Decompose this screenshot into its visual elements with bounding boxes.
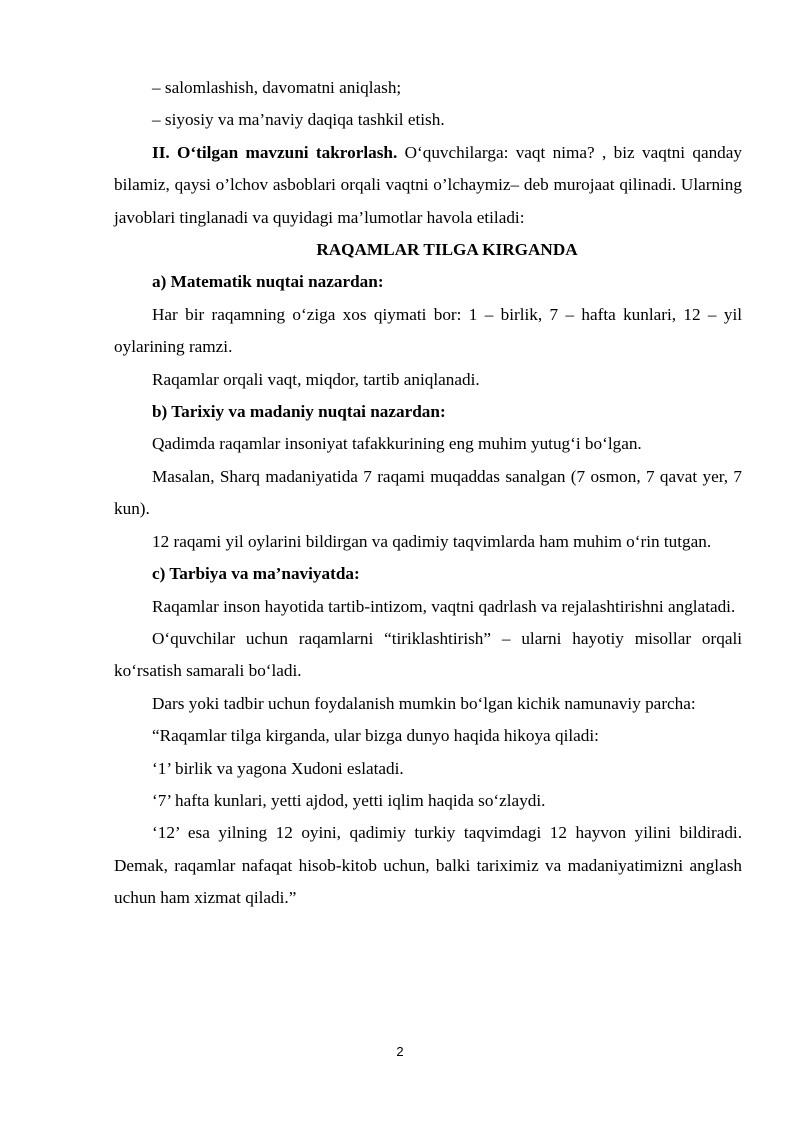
paragraph-c-2: O‘quvchilar uchun raqamlarni “tiriklashtirish” – ularni hayotiy misollar orqali ko‘rsatish samarali bo‘ladi. [114, 628, 742, 681]
centered-title: RAQAMLAR TILGA KIRGANDA [316, 240, 578, 260]
subheading-a: a) Matematik nuqtai nazardan: [152, 272, 384, 292]
paragraph-c-3: Dars yoki tadbir uchun foydalanish mumkin bo‘lgan kichik namunaviy parcha: [152, 693, 696, 713]
subheading-b: b) Tarixiy va madaniy nuqtai nazardan: [152, 402, 446, 422]
quote-line-4: ‘12’ esa yilning 12 oyini, qadimiy turkiy taqvimdagi 12 hayvon yilini bildiradi. Demak, raqamlar nafaqat hisob-kitob uchun, balki tariximiz va madaniyatimizni anglash uchun ham xizmat qiladi.” [114, 823, 742, 908]
paragraph-b-2: Masalan, Sharq madaniyatida 7 raqami muqaddas sanalgan (7 osmon, 7 qavat yer, 7 kun). [114, 466, 742, 519]
paragraph-c-1: Raqamlar inson hayotida tartib-intizom, vaqtni qadrlash va rejalashtirishni anglatadi. [152, 596, 736, 616]
section-heading: II. O‘tilgan mavzuni takrorlash. [152, 142, 398, 162]
paragraph-b-1: Qadimda raqamlar insoniyat tafakkurining eng muhim yutug‘i bo‘lgan. [152, 434, 642, 454]
section-review-paragraph [114, 137, 742, 234]
page-content [114, 72, 742, 915]
paragraph-a-2: Raqamlar orqali vaqt, miqdor, tartib aniqlanadi. [152, 369, 480, 389]
paragraph-b-3: 12 raqami yil oylarini bildirgan va qadimiy taqvimlarda ham muhim o‘rin tutgan. [152, 531, 712, 551]
section-text: O‘quvchilarga: vaqt nima? , biz vaqtni qanday bilamiz, qaysi o’lchov asboblari orqali vaqtni o’lchaymiz– deb murojaat qilinadi. Ularning javoblari tinglanadi va quyidagi ma’lumotlar havola etiladi: [114, 142, 743, 227]
quote-line-2: ‘1’ birlik va yagona Xudoni eslatadi. [152, 758, 404, 778]
bullet-item-spiritual-minute: – siyosiy va ma’naviy daqiqa tashkil etish. [152, 110, 445, 130]
paragraph-a-1: Har bir raqamning o‘ziga xos qiymati bor: 1 – birlik, 7 – hafta kunlari, 12 – yil oylarining ramzi. [114, 304, 742, 357]
page-number: 2 [396, 1044, 404, 1059]
quote-line-3: ‘7’ hafta kunlari, yetti ajdod, yetti iqlim haqida so‘zlaydi. [152, 790, 546, 810]
subheading-c: c) Tarbiya va ma’naviyatda: [152, 564, 360, 584]
bullet-item-greeting: – salomlashish, davomatni aniqlash; [152, 78, 402, 97]
quote-line-1: “Raqamlar tilga kirganda, ular bizga dunyo haqida hikoya qiladi: [152, 726, 599, 746]
